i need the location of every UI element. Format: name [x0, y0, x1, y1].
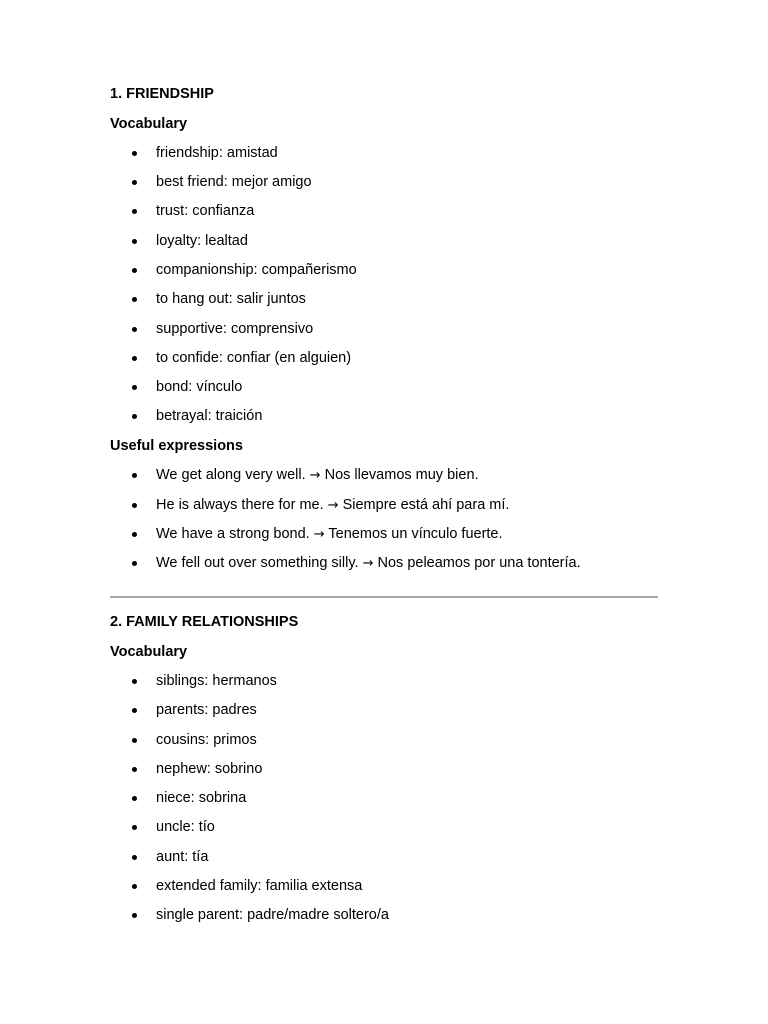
list-item: parents: padres	[110, 700, 658, 720]
list-item: cousins: primos	[110, 730, 658, 750]
bullet-icon	[132, 239, 137, 244]
expression-item: We have a strong bond. → Tenemos un vínculo fuerte.	[110, 524, 658, 544]
section-friendship	[110, 84, 658, 573]
document-page	[110, 84, 658, 925]
bullet-icon	[132, 532, 137, 537]
bullet-icon	[132, 385, 137, 390]
bullet-icon	[132, 356, 137, 361]
section-family-relationships	[110, 612, 658, 925]
expression-item: He is always there for me. → Siempre está ahí para mí.	[110, 495, 658, 515]
vocabulary-heading: Vocabulary	[110, 115, 188, 132]
list-item: single parent: padre/madre soltero/a	[110, 905, 658, 925]
list-item: uncle: tío	[110, 817, 658, 837]
list-item: extended family: familia extensa	[110, 876, 658, 896]
list-item: to confide: confiar (en alguien)	[110, 348, 658, 368]
list-item: bond: vínculo	[110, 377, 658, 397]
arrow-right-icon: →	[309, 468, 321, 484]
bullet-icon	[132, 327, 137, 332]
bullet-icon	[132, 738, 137, 743]
vocabulary-list	[110, 671, 658, 925]
bullet-icon	[132, 503, 137, 508]
vocabulary-list	[110, 143, 658, 427]
expression-item: We fell out over something silly. → Nos peleamos por una tontería.	[110, 553, 658, 573]
list-item: betrayal: traición	[110, 406, 658, 426]
bullet-icon	[132, 209, 137, 214]
bullet-icon	[132, 796, 137, 801]
list-item: supportive: comprensivo	[110, 319, 658, 339]
bullet-icon	[132, 825, 137, 830]
bullet-icon	[132, 913, 137, 918]
arrow-right-icon: →	[362, 556, 374, 572]
list-item: nephew: sobrino	[110, 759, 658, 779]
vocabulary-heading: Vocabulary	[110, 643, 188, 660]
bullet-icon	[132, 884, 137, 889]
list-item: trust: confianza	[110, 201, 658, 221]
expressions-heading: Useful expressions	[110, 437, 243, 454]
bullet-icon	[132, 297, 137, 302]
list-item: siblings: hermanos	[110, 671, 658, 691]
bullet-icon	[132, 151, 137, 156]
arrow-right-icon: →	[327, 497, 339, 513]
list-item: loyalty: lealtad	[110, 231, 658, 251]
bullet-icon	[132, 855, 137, 860]
bullet-icon	[132, 561, 137, 566]
bullet-icon	[132, 180, 137, 185]
bullet-icon	[132, 767, 137, 772]
list-item: companionship: compañerismo	[110, 260, 658, 280]
expressions-list	[110, 465, 658, 573]
section-title: 1. FRIENDSHIP	[110, 86, 214, 102]
bullet-icon	[132, 679, 137, 684]
list-item: niece: sobrina	[110, 788, 658, 808]
bullet-icon	[132, 708, 137, 713]
list-item: to hang out: salir juntos	[110, 289, 658, 309]
list-item: best friend: mejor amigo	[110, 172, 658, 192]
section-divider	[110, 596, 658, 598]
list-item: friendship: amistad	[110, 143, 658, 163]
expression-item: We get along very well. → Nos llevamos muy bien.	[110, 465, 658, 485]
bullet-icon	[132, 473, 137, 478]
section-title: 2. FAMILY RELATIONSHIPS	[110, 614, 299, 631]
arrow-right-icon: →	[313, 526, 325, 542]
bullet-icon	[132, 268, 137, 273]
bullet-icon	[132, 414, 137, 419]
list-item: aunt: tía	[110, 847, 658, 867]
